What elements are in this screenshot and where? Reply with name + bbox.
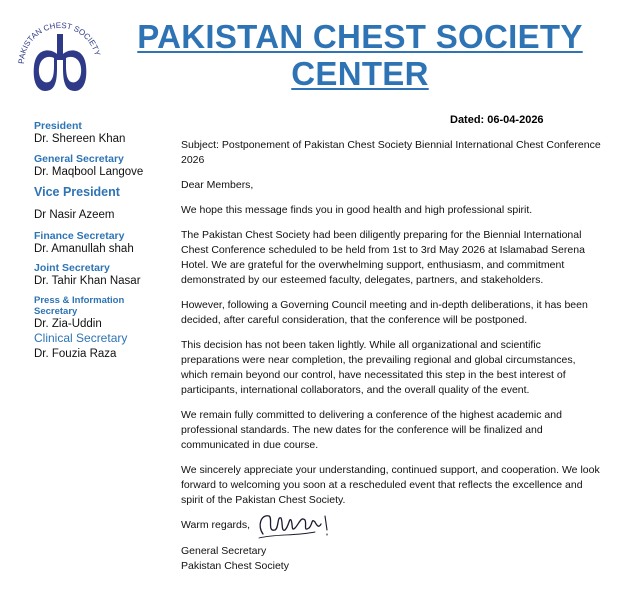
role-label: Clinical Secretary: [34, 331, 128, 345]
letter-body: [181, 138, 601, 578]
office-bearers-list: [34, 120, 174, 361]
letter-paragraph: We hope this message finds you in good health and high professional spirit.: [181, 204, 533, 216]
role-label: General Secretary: [34, 153, 124, 165]
lungs-icon: [34, 34, 87, 91]
letter-closing: Warm regards,: [181, 519, 251, 531]
letter-paragraph: However, following a Governing Council meeting and in-depth deliberations, it has been decided, after careful consideration, that the conference will be postponed.: [181, 299, 588, 326]
letter-greeting: Dear Members,: [181, 179, 254, 191]
name-label: Dr. Shereen Khan: [34, 133, 126, 145]
role-label: President: [34, 120, 82, 132]
signatory-title: General Secretary: [181, 545, 267, 557]
role-label: Finance Secretary: [34, 230, 125, 242]
signatory: [181, 544, 289, 574]
title-line-2: CENTER: [291, 55, 429, 92]
role-label: Press & Information Secretary: [34, 295, 125, 317]
letter-subject: Subject: Postponement of Pakistan Chest Society Biennial International Chest Conference 2026: [181, 139, 601, 166]
letter-paragraph: We sincerely appreciate your understanding, continued support, and cooperation. We look forward to welcoming you soon at a rescheduled event that reflects the excellence and spirit of the Pakistan Chest Society.: [181, 464, 600, 506]
society-logo: [10, 8, 110, 108]
page-title: [110, 18, 610, 92]
title-line-1: PAKISTAN CHEST SOCIETY: [137, 18, 583, 55]
name-label: Dr. Maqbool Langove: [34, 166, 144, 178]
logo-text-path: PAKISTAN CHEST SOCIETY: [16, 20, 102, 65]
name-label: Dr Nasir Azeem: [34, 209, 115, 221]
letter-paragraph: We remain fully committed to delivering a conference of the highest academic and professional standards. The new dates for the conference will be finalized and communicated in due course.: [181, 409, 562, 451]
letter-date: Dated: 06-04-2026: [450, 114, 544, 126]
signature-image: [255, 508, 335, 544]
letter-paragraph: This decision has not been taken lightly. While all organizational and scientific preparations were near completion, the prevailing regional and global circumstances, which remain beyond our control, have necessitated this step in the best interest of participants, international collaborators, and the overall quality of the event.: [181, 339, 576, 396]
name-label: Dr. Tahir Khan Nasar: [34, 275, 141, 287]
role-label: Joint Secretary: [34, 262, 110, 274]
letter-paragraph: The Pakistan Chest Society had been diligently preparing for the Biennial International Chest Conference scheduled to be held from 1st to 3rd May 2026 at Islamabad Serena Hotel. We are grateful for the overwhelming support, enthusiasm, and commitment demonstrated by our esteemed faculty, delegates, partners, and stakeholders.: [181, 229, 585, 286]
name-label: Dr. Amanullah shah: [34, 243, 134, 255]
role-label: Vice President: [34, 185, 120, 199]
name-label: Dr. Fouzia Raza: [34, 348, 117, 360]
signature-block: [181, 518, 601, 578]
name-label: Dr. Zia-Uddin: [34, 318, 102, 330]
signatory-org: Pakistan Chest Society: [181, 560, 289, 572]
